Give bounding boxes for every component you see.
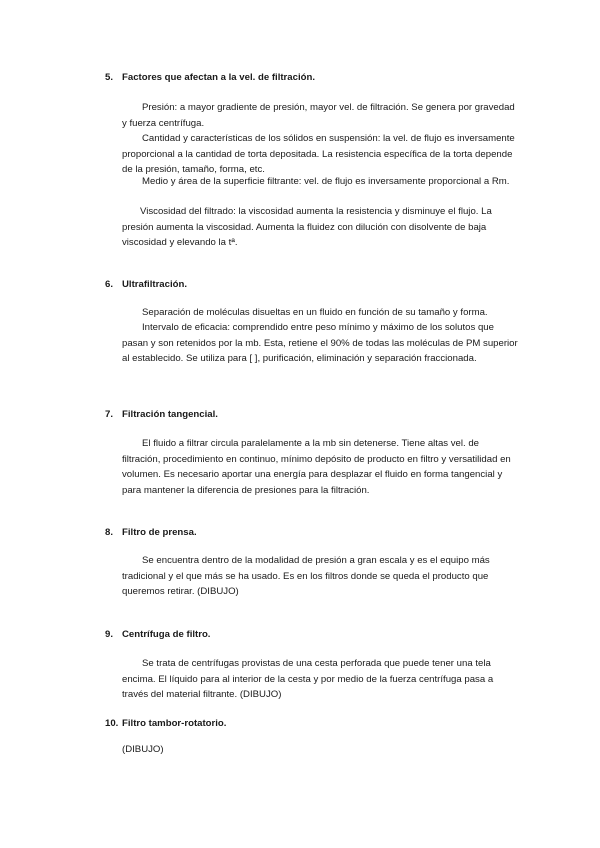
section-5-heading xyxy=(105,72,315,83)
section-8-heading xyxy=(105,527,197,538)
section-number: 10. xyxy=(105,718,119,729)
section-number: 6. xyxy=(105,279,114,290)
section-number: 8. xyxy=(105,527,114,538)
paragraph: Separación de moléculas disueltas en un fluido en función de su tamaño y forma. xyxy=(142,307,488,318)
paragraph: Intervalo de eficacia: comprendido entre peso mínimo y máximo de los solutos que pasan y son retenidos por la mb. Esta, retiene el 90% de todas las moléculas de PM superior al establecido. Se utiliza para [ ], purificación, eliminación y separación fraccionada. xyxy=(122,322,518,365)
paragraph: Se encuentra dentro de la modalidad de presión a gran escala y es el equipo más tradicional y el que más se ha usado. Es en los filtros donde se queda el producto que queremos retirar. (DIBUJO) xyxy=(122,555,490,598)
section-9-heading xyxy=(105,629,210,640)
paragraph: Medio y área de la superficie filtrante: vel. de flujo es inversamente proporcional a Rm. xyxy=(142,176,510,187)
section-6-heading xyxy=(105,279,187,290)
section-number: 7. xyxy=(105,409,114,420)
paragraph: El fluido a filtrar circula paralelamente a la mb sin detenerse. Tiene altas vel. de filtración, procedimiento en continuo, mínimo depósito de producto en filtro y versatilidad en volumen. Es necesario aportar una energía para desplazar el fluido en forma tangencial y para mantener la diferencia de presiones para la filtración. xyxy=(122,438,511,496)
section-number: 9. xyxy=(105,629,114,640)
section-title: Factores que afectan a la vel. de filtración. xyxy=(122,72,316,83)
section-10-heading xyxy=(105,718,226,729)
section-title: Centrífuga de filtro. xyxy=(122,629,211,640)
section-title: Filtro tambor-rotatorio. xyxy=(122,718,227,729)
section-title: Ultrafiltración. xyxy=(122,279,188,290)
section-title: Filtración tangencial. xyxy=(122,409,218,420)
paragraph: Cantidad y características de los sólidos en suspensión: la vel. de flujo es inversamente proporcional a la cantidad de torta depositada. La resistencia específica de la torta depende de la presión, tamaño, forma, etc. xyxy=(122,133,515,176)
paragraph: Presión: a mayor gradiente de presión, mayor vel. de filtración. Se genera por gravedad y fuerza centrífuga. xyxy=(122,102,515,129)
paragraph: Se trata de centrífugas provistas de una cesta perforada que puede tener una tela encima. El líquido para al interior de la cesta y por medio de la fuerza centrífuga pasa a través del material filtrante. (DIBUJO) xyxy=(122,658,494,701)
paragraph: (DIBUJO) xyxy=(122,744,164,755)
section-number: 5. xyxy=(105,72,114,83)
paragraph: Viscosidad del filtrado: la viscosidad aumenta la resistencia y disminuye el flujo. La presión aumenta la viscosidad. Aumenta la fluidez con dilución con disolvente de baja viscosidad y elevando la tª. xyxy=(122,206,492,249)
section-7-heading xyxy=(105,409,218,420)
section-title: Filtro de prensa. xyxy=(122,527,197,538)
